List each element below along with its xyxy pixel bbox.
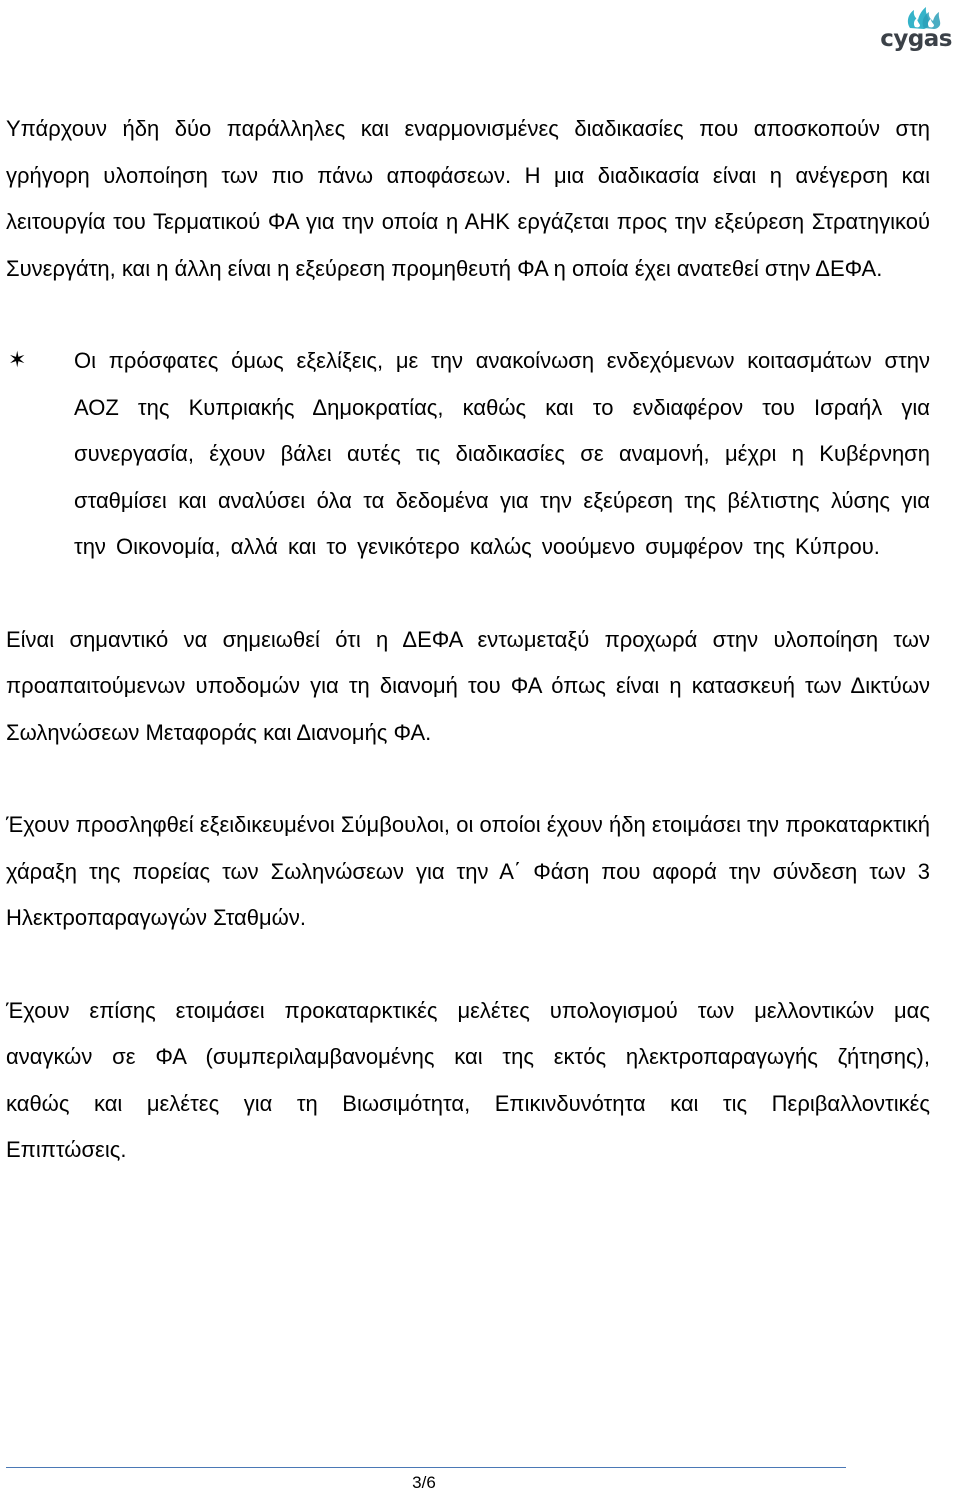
paragraph-4: Έχουν προσληφθεί εξειδικευμένοι Σύμβουλοι, οι οποίοι έχουν ήδη ετοιμάσει την προκαταρκτική χάραξη της πορείας των Σωληνώσεων για την Α΄ Φάση που αφορά την σύνδεση των 3 Ηλεκτροπαραγωγών Σταθμών. <box>6 812 930 930</box>
footer-rule <box>6 1467 846 1468</box>
star-bullet-icon: ✶ <box>8 348 27 373</box>
cygas-logo <box>880 4 952 54</box>
logo-text: cygas <box>880 26 952 52</box>
paragraph-1: Υπάρχουν ήδη δύο παράλληλες και εναρμονισμένες διαδικασίες που αποσκοπούν στη γρήγορη υλοποίηση των πιο πάνω αποφάσεων. Η μια διαδικασία είναι η ανέγερση και λειτουργία του Τερματικού ΦΑ για την οποία η ΑΗΚ εργάζεται προς την εξεύρεση Στρατηγικού Συνεργάτη, και η άλλη είναι η εξεύρεση προμηθευτή ΦΑ η οποία έχει ανατεθεί στην ΔΕΦΑ. <box>6 116 930 281</box>
page-number: 3/6 <box>412 1473 436 1492</box>
paragraph-5: Έχουν επίσης ετοιμάσει προκαταρκτικές μελέτες υπολογισμού των μελλοντικών μας αναγκών σε ΦΑ (συμπεριλαμβανομένης και της εκτός ηλεκτροπαραγωγής ζήτησης), καθώς και μελέτες για τη Βιωσιμότητα, Επικινδυνότητα και τις Περιβαλλοντικές Επιπτώσεις. <box>6 997 930 1162</box>
bullet-text: Οι πρόσφατες όμως εξελίξεις, με την ανακοίνωση ενδεχόμενων κοιτασμάτων στην ΑΟΖ της Κυπριακής Δημοκρατίας, καθώς και το ενδιαφέρον του Ισραήλ για συνεργασία, έχουν βάλει αυτές τις διαδικασίες σε αναμονή, μέχρι η Κυβέρνηση σταθμίσει και αναλύσει όλα τα δεδομένα για την εξεύρεση της βέλτιστης λύσης για την Οικονομία, αλλά και το γενικότερο καλώς νοούμενο συμφέρον της Κύπρου. <box>74 348 930 559</box>
document-body <box>6 106 930 1174</box>
paragraph-3: Είναι σημαντικό να σημειωθεί ότι η ΔΕΦΑ εντωμεταξύ προχωρά στην υλοποίηση των προαπαιτούμενων υποδομών για τη διανομή του ΦΑ όπως είναι η κατασκευή των Δικτύων Σωληνώσεων Μεταφοράς και Διανομής ΦΑ. <box>6 626 930 745</box>
bullet-item <box>6 338 930 571</box>
